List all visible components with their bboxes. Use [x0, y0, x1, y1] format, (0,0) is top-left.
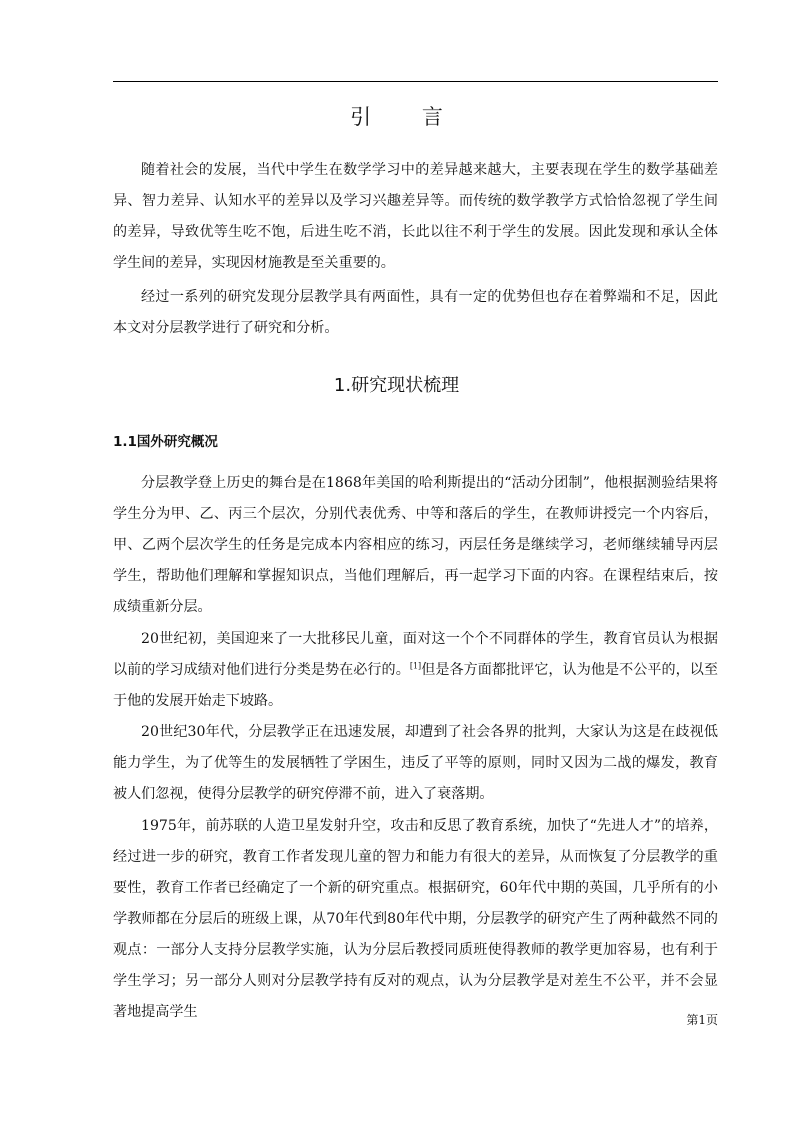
body-paragraph-1: 分层教学登上历史的舞台是在1868年美国的哈利斯提出的“活动分团制”，他根据测验结果将学生分为甲、乙、丙三个层次，分别代表优秀、中等和落后的学生，在教师讲授完一个内容后，甲、乙两个层次学生的任务是完成本内容相应的练习，丙层任务是继续学习，老师继续辅导丙层学生，帮助他们理解和掌握知识点，当他们理解后，再一起学习下面的内容。在课程结束后，按成绩重新分层。: [113, 475, 718, 615]
subsection-title: 1.1国外研究概况: [113, 434, 218, 450]
body-paragraph-2: [113, 624, 718, 717]
body-paragraph-3: 20世纪30年代，分层教学正在迅速发展，却遭到了社会各界的批判，大家认为这是在歧视低能力学生，为了优等生的发展牺牲了学困生，违反了平等的原则，同时又因为二战的爆发，教育被人们忽视，使得分层教学的研究停滞不前，进入了衰落期。: [113, 724, 718, 802]
section-title: 1.研究现状梳理: [333, 375, 460, 396]
intro-title: 引 言: [350, 105, 465, 129]
paragraph-2-text-b: 但是各方面都批评它，认为他是不公平的，以至于他的发展开始走下坡路。: [113, 662, 718, 709]
page-number: 第1页: [686, 1013, 718, 1027]
intro-paragraph-2: 经过一系列的研究发现分层教学具有两面性，具有一定的优势但也存在着弊端和不足，因此本文对分层教学进行了研究和分析。: [113, 289, 718, 336]
paragraph-2-text-a: 20世纪初，美国迎来了一大批移民儿童，面对这一个个不同群体的学生，教育官员认为根据以前的学习成绩对他们进行分类是势在必行的。: [113, 631, 718, 678]
body-paragraph-4: 1975年，前苏联的人造卫星发射升空，攻击和反思了教育系统，加快了“先进人才”的培养，经过进一步的研究，教育工作者发现儿童的智力和能力有很大的差异，从而恢复了分层教学的重要性，教育工作者已经确定了一个新的研究重点。根据研究，60年代中期的英国，几乎所有的小学教师都在分层后的班级上课，从70年代到80年代中期，分层教学的研究产生了两种截然不同的观点：一部分人支持分层教学实施，认为分层后教授同质班使得教师的教学更加容易，也有利于学生学习；另一部分人则对分层教学持有反对的观点，认为分层教学是对差生不公平，并不会显著地提高学生: [113, 818, 718, 1020]
header-rule: [113, 81, 718, 82]
intro-paragraph-1: 随着社会的发展，当代中学生在数学学习中的差异越来越大，主要表现在学生的数学基础差异、智力差异、认知水平的差异以及学习兴趣差异等。而传统的数学教学方式恰恰忽视了学生间的差异，导致优等生吃不饱，后进生吃不消，长此以往不利于学生的发展。因此发现和承认全体学生间的差异，实现因材施教是至关重要的。: [113, 162, 718, 271]
citation-ref: [1]: [409, 661, 422, 671]
